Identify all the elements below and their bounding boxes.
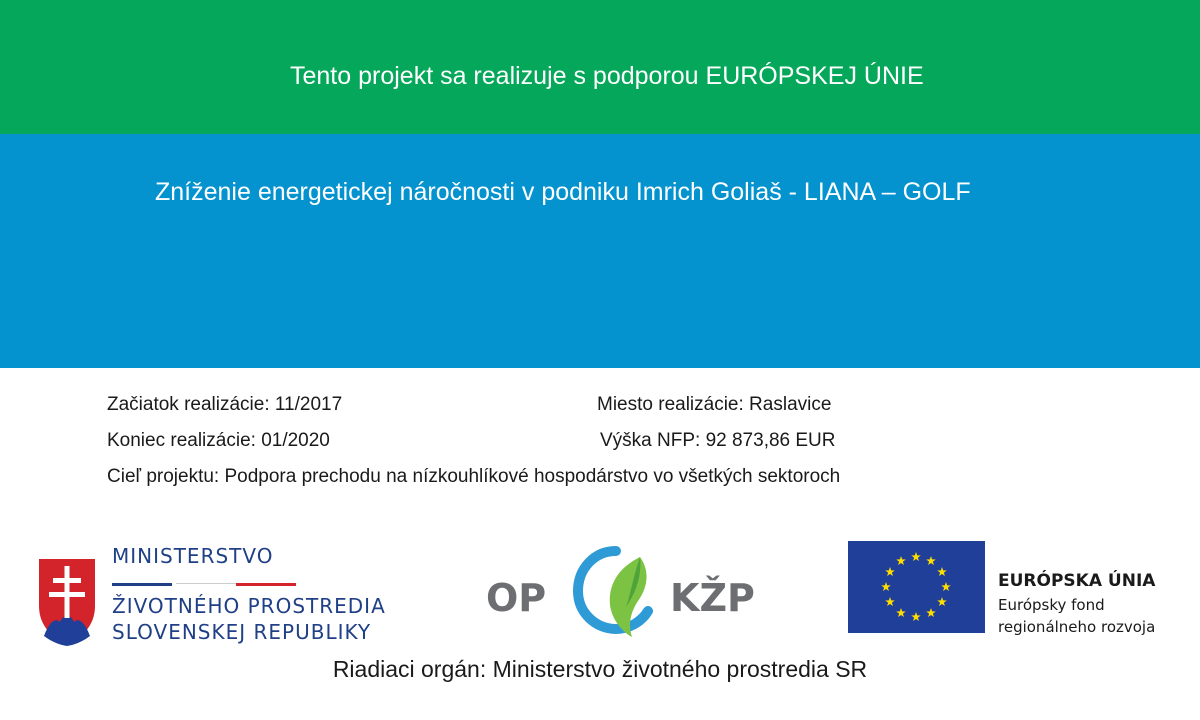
slovak-coat-of-arms-icon [36, 556, 98, 648]
eu-star-icon [926, 556, 936, 565]
eu-star-icon [937, 597, 947, 606]
tricolor-line-red [236, 583, 296, 586]
leaf-drop-icon [570, 545, 660, 640]
op-logo-text: OP [486, 576, 547, 620]
nfp-amount: Výška NFP: 92 873,86 EUR [600, 430, 836, 451]
kzp-logo-text: KŽP [670, 576, 755, 620]
managing-authority: Riadiaci orgán: Ministerstvo životného prostredia SR [332, 656, 868, 682]
eu-star-icon [941, 582, 951, 591]
start-date: Začiatok realizácie: 11/2017 [107, 394, 343, 415]
project-title-banner [0, 134, 1200, 368]
tricolor-line-blue [112, 583, 172, 586]
eu-star-icon [926, 608, 936, 617]
tricolor-line-white [176, 583, 236, 586]
ministry-line-2: SLOVENSKEJ REPUBLIKY [112, 620, 372, 644]
project-title: Zníženie energetickej náročnosti v podniku Imrich Goliaš - LIANA – GOLF [155, 178, 971, 206]
eu-title: EURÓPSKA ÚNIA [998, 571, 1156, 591]
eu-star-icon [885, 567, 895, 576]
eu-star-icon [885, 597, 895, 606]
eu-fund-line-2: regionálneho rozvoja [998, 618, 1156, 636]
eu-star-icon [937, 567, 947, 576]
eu-star-icon [911, 612, 921, 621]
eu-logo [848, 541, 1178, 635]
project-goal: Cieľ projektu: Podpora prechodu na nízkouhlíkové hospodárstvo vo všetkých sektoroch [107, 466, 841, 487]
place: Miesto realizácie: Raslavice [597, 394, 832, 415]
eu-star-icon [896, 556, 906, 565]
end-date: Koniec realizácie: 01/2020 [107, 430, 330, 451]
support-text: Tento projekt sa realizuje s podporou EURÓPSKEJ ÚNIE [290, 62, 924, 90]
op-kzp-logo [486, 545, 766, 640]
ministry-line-1: ŽIVOTNÉHO PROSTREDIA [112, 594, 386, 618]
eu-star-icon [881, 582, 891, 591]
eu-fund-line-1: Európsky fond [998, 596, 1105, 614]
ministry-title: MINISTERSTVO [112, 544, 274, 568]
eu-star-icon [911, 552, 921, 561]
eu-star-icon [896, 608, 906, 617]
support-banner [0, 0, 1200, 134]
ministry-logo [36, 540, 436, 650]
eu-flag-icon [848, 541, 985, 633]
